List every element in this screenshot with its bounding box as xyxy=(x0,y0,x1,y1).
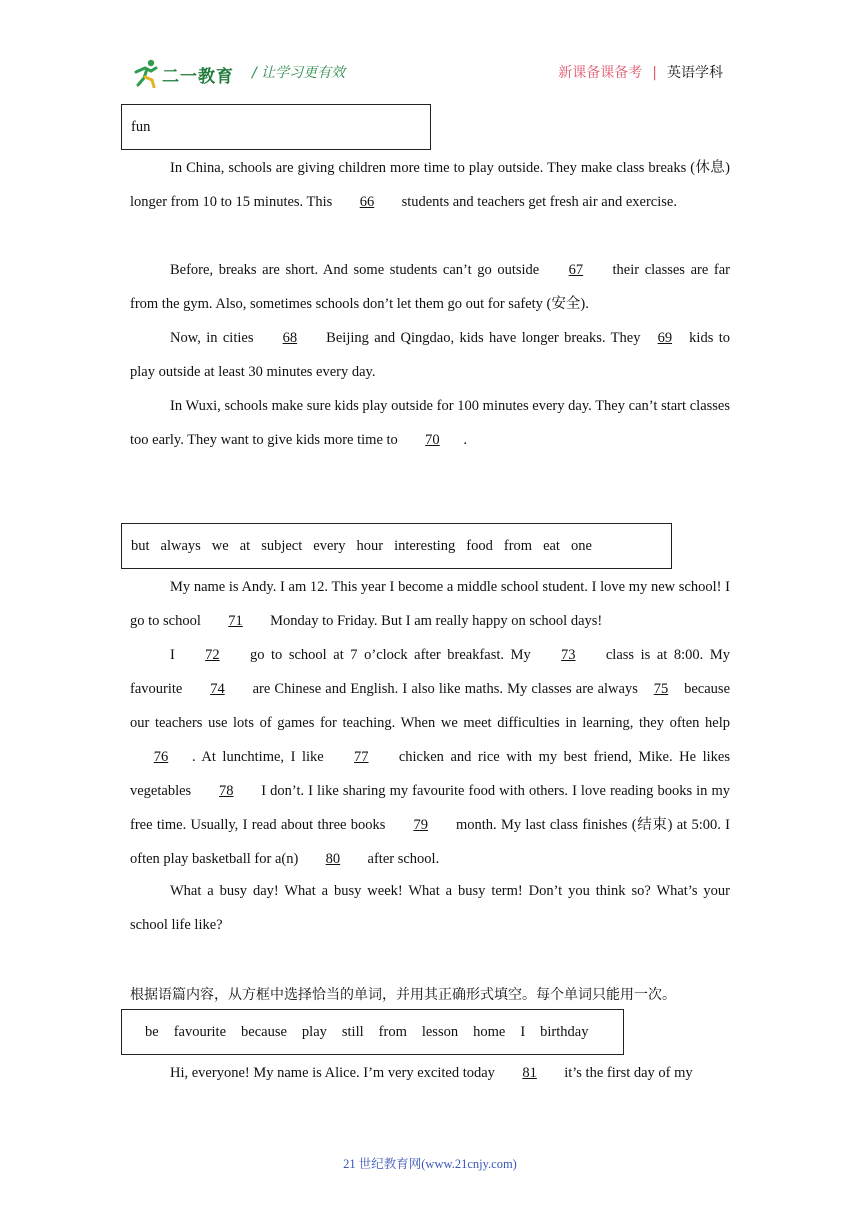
blank-70[interactable]: 70 xyxy=(425,432,440,448)
header-right xyxy=(558,62,723,82)
word-box-word: from xyxy=(378,1023,407,1040)
blank-68[interactable]: 68 xyxy=(282,330,298,346)
word-box-word: birthday xyxy=(540,1023,589,1040)
word-box-word: play xyxy=(301,1023,327,1040)
blank-69[interactable]: 69 xyxy=(657,330,673,346)
word-box-word: eat xyxy=(543,537,560,554)
blank-75[interactable]: 75 xyxy=(653,681,669,697)
word-box-word: hour xyxy=(356,537,384,554)
word-box-1 xyxy=(121,104,431,150)
word-box-word: from xyxy=(503,537,533,554)
word-box-word: home xyxy=(473,1023,506,1040)
passage1-paragraph-4: In Wuxi, schools make sure kids play outside for 100 minutes every day. They can’t start classes too early. They want to give kids more time to 70 . xyxy=(130,389,730,457)
blank-71[interactable]: 71 xyxy=(228,613,243,629)
blank-72[interactable]: 72 xyxy=(205,647,220,663)
passage2-paragraph-3: What a busy day! What a busy week! What a busy term! Don’t you think so? What’s your school life like? xyxy=(130,883,730,933)
word-box-word: still xyxy=(341,1023,364,1040)
word-box-word: lesson xyxy=(421,1023,459,1040)
passage1-paragraph-1: In China, schools are giving children more time to play outside. They make class breaks (休息) longer from 10 to 15 minutes. This 66 students and teachers get fresh air and exercise. xyxy=(130,151,730,219)
header-subject-label: 英语学科 xyxy=(667,65,723,81)
word-box-word: at xyxy=(239,537,251,554)
word-box-word: be xyxy=(145,1023,159,1040)
slogan: / 让学习更有效 xyxy=(252,65,346,81)
logo-text: 二一教育 xyxy=(162,67,234,87)
word-box-word: but xyxy=(131,537,150,554)
runner-logo-icon xyxy=(132,58,162,88)
blank-73[interactable]: 73 xyxy=(561,647,576,663)
blank-80[interactable]: 80 xyxy=(325,851,341,867)
word-box-word: every xyxy=(313,537,346,554)
passage3-paragraph-1: Hi, everyone! My name is Alice. I’m very excited today 81 it’s the first day of my xyxy=(130,1056,730,1090)
blank-79[interactable]: 79 xyxy=(413,817,428,833)
passage2-paragraph-2: I 72 go to school at 7 o’clock after breakfast. My 73 class is at 8:00. My favourite 74 are Chinese and English. I also like maths. My classes are always 75 because our teachers use lots of games for teaching. When we meet difficulties in learning, they often help 76 . At lunchtime, I like 77 chicken and rice with my best friend, Mike. He likes vegetables 78 I don’t. I like sharing my favourite food with others. I love reading books in my free time. Usually, I read about three books 79 month. My last class finishes (结束) at 5:00. I often play basketball for a(n) 80 after school. xyxy=(130,638,730,876)
word-box-word: food xyxy=(466,537,493,554)
word-box-word: always xyxy=(160,537,201,554)
header-separator: | xyxy=(652,65,657,81)
blank-77[interactable]: 77 xyxy=(354,749,369,765)
passage1-paragraph-2: Before, breaks are short. And some students can’t go outside 67 their classes are far from the gym. Also, sometimes schools don’t let them go out for safety (安全). xyxy=(130,253,730,321)
passage2-paragraph-1: My name is Andy. I am 12. This year I become a middle school student. I love my new school! I go to school 71 Monday to Friday. But I am really happy on school days! xyxy=(130,570,730,638)
word-box-2 xyxy=(121,523,672,569)
word-box-word: favourite xyxy=(173,1023,227,1040)
word-box-word: interesting xyxy=(394,537,456,554)
word-box-word: I xyxy=(520,1023,526,1040)
instruction-text: 根据语篇内容，从方框中选择恰当的单词，并用其正确形式填空。每个单词只能用一次。 xyxy=(130,987,676,1003)
word-box-word: fun xyxy=(131,118,151,135)
blank-81[interactable]: 81 xyxy=(522,1065,537,1081)
blank-74[interactable]: 74 xyxy=(210,681,225,697)
passage1-paragraph-3: Now, in cities 68 Beijing and Qingdao, kids have longer breaks. They 69 kids to play outside at least 30 minutes every day. xyxy=(130,321,730,389)
word-box-word: because xyxy=(241,1023,287,1040)
blank-78[interactable]: 78 xyxy=(219,783,234,799)
header-course-label: 新课备课备考 xyxy=(558,65,643,81)
blank-66[interactable]: 66 xyxy=(359,194,375,210)
word-box-word: subject xyxy=(261,537,303,554)
word-box-word: we xyxy=(211,537,229,554)
footer-link[interactable]: 21 世纪教育网(www.21cnjy.com) xyxy=(343,1157,517,1171)
blank-67[interactable]: 67 xyxy=(568,262,584,278)
logo xyxy=(132,58,242,88)
blank-76[interactable]: 76 xyxy=(153,749,169,765)
word-box-3 xyxy=(121,1009,624,1055)
word-box-word: one xyxy=(570,537,592,554)
